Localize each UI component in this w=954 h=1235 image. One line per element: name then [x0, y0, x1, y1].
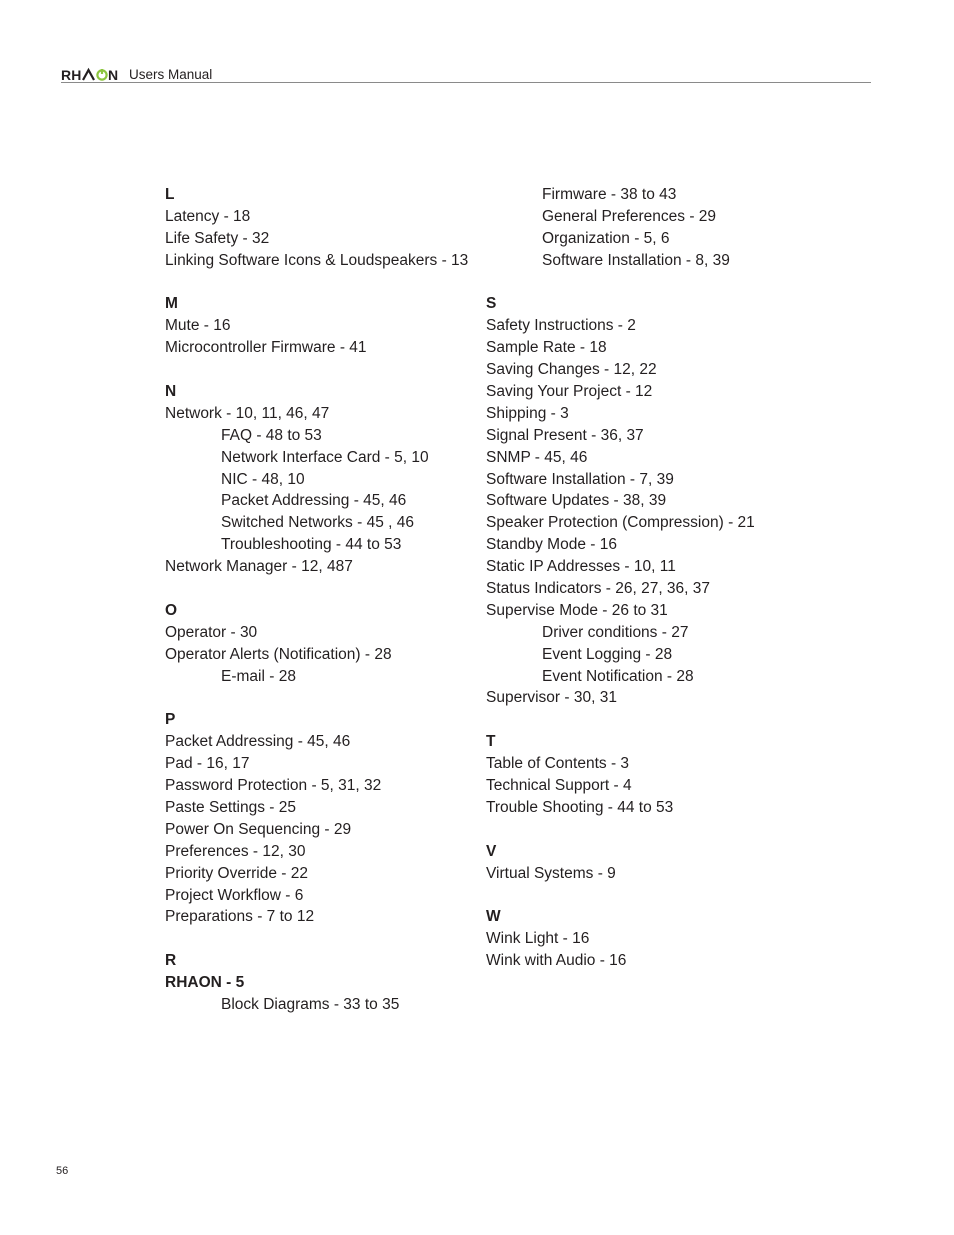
- index-entry: Speaker Protection (Compression) - 21: [486, 514, 755, 532]
- index-entry: Pad - 16, 17: [165, 755, 250, 773]
- index-entry: Mute - 16: [165, 317, 231, 335]
- index-entry: Saving Changes - 12, 22: [486, 361, 657, 379]
- index-subentry: NIC - 48, 10: [221, 470, 305, 488]
- index-subentry: Driver conditions - 27: [542, 623, 689, 641]
- section-letter: R: [165, 952, 177, 970]
- index-entry: Software Updates - 38, 39: [486, 492, 667, 510]
- section-letter: S: [486, 295, 497, 313]
- index-subentry: Packet Addressing - 45, 46: [221, 492, 407, 510]
- section-spacer: [486, 885, 806, 907]
- section-spacer: [165, 359, 485, 381]
- index-entry: Power On Sequencing - 29: [165, 820, 352, 838]
- header-divider: [61, 82, 871, 83]
- page-number: 56: [56, 1165, 69, 1177]
- section-spacer: [165, 272, 485, 294]
- index-subentry: Event Notification - 28: [542, 667, 694, 685]
- index-entry: Static IP Addresses - 10, 11: [486, 558, 676, 576]
- section-letter: M: [165, 295, 178, 313]
- svg-text:N: N: [108, 67, 119, 83]
- index-subentry: Firmware - 38 to 43: [542, 186, 677, 203]
- section-letter: P: [165, 711, 176, 729]
- section-letter: N: [165, 383, 177, 401]
- index-subentry: Troubleshooting - 44 to 53: [221, 536, 402, 554]
- index-entry: Priority Override - 22: [165, 864, 308, 882]
- index-entry: Life Safety - 32: [165, 229, 270, 247]
- index-entry: Project Workflow - 6: [165, 886, 304, 904]
- index-entry: Preparations - 7 to 12: [165, 908, 315, 926]
- svg-text:RH: RH: [61, 67, 82, 83]
- section-letter: O: [165, 601, 178, 619]
- index-entry: Virtual Systems - 9: [486, 864, 616, 882]
- index-subentry: Software Installation - 8, 39: [542, 251, 730, 269]
- index-subentry: E-mail - 28: [221, 667, 296, 685]
- index-subentry: Network Interface Card - 5, 10: [221, 448, 429, 466]
- page-header: [61, 64, 871, 86]
- index-entry: Shipping - 3: [486, 404, 569, 422]
- index-entry: Password Protection - 5, 31, 32: [165, 777, 382, 795]
- section-spacer: [165, 928, 485, 950]
- index-subentry: Block Diagrams - 33 to 35: [221, 995, 400, 1013]
- section-letter: W: [486, 908, 501, 926]
- index-entry: Packet Addressing - 45, 46: [165, 733, 351, 751]
- index-entry: Operator Alerts (Notification) - 28: [165, 645, 392, 663]
- index-subentry: Organization - 5, 6: [542, 229, 670, 247]
- index-entry: Saving Your Project - 12: [486, 383, 653, 401]
- section-spacer: [486, 819, 806, 841]
- index-entry: Supervise Mode - 26 to 31: [486, 601, 668, 619]
- index-entry: Table of Contents - 3: [486, 755, 630, 773]
- index-entry: Microcontroller Firmware - 41: [165, 339, 367, 357]
- index-entry: Technical Support - 4: [486, 777, 632, 795]
- index-entry: Wink with Audio - 16: [486, 952, 627, 970]
- index-entry: Software Installation - 7, 39: [486, 470, 674, 488]
- section-spacer: [486, 709, 806, 731]
- index-entry: Network - 10, 11, 46, 47: [165, 404, 330, 422]
- index-entry: Status Indicators - 26, 27, 36, 37: [486, 580, 711, 598]
- index-entry: Network Manager - 12, 487: [165, 558, 353, 576]
- section-letter: T: [486, 733, 496, 751]
- manual-title: Users Manual: [129, 67, 213, 82]
- index-entry: Safety Instructions - 2: [486, 317, 636, 335]
- index-entry-bold: RHAON - 5: [165, 974, 245, 992]
- index-entry: Wink Light - 16: [486, 930, 590, 948]
- section-spacer: [165, 578, 485, 600]
- index-entry: Paste Settings - 25: [165, 798, 296, 816]
- rhaon-logo: [61, 67, 117, 83]
- section-spacer: [486, 272, 806, 294]
- index-subentry: Event Logging - 28: [542, 645, 673, 663]
- index-entry: Latency - 18: [165, 207, 251, 225]
- index-entry: Operator - 30: [165, 623, 258, 641]
- index-subentry: General Preferences - 29: [542, 207, 717, 225]
- index-subentry: FAQ - 48 to 53: [221, 426, 322, 444]
- index-entry: Preferences - 12, 30: [165, 842, 306, 860]
- section-spacer: [165, 687, 485, 709]
- index-entry: Supervisor - 30, 31: [486, 689, 617, 707]
- index-column-right: [486, 184, 806, 972]
- index-entry: Linking Software Icons & Loudspeakers - 13: [165, 251, 469, 269]
- index-entry: Trouble Shooting - 44 to 53: [486, 798, 674, 816]
- index-entry: Standby Mode - 16: [486, 536, 617, 554]
- index-subentry: Switched Networks - 45 , 46: [221, 514, 414, 532]
- index-column-left: [165, 184, 485, 1016]
- section-letter: L: [165, 186, 175, 203]
- index-entry: Signal Present - 36, 37: [486, 426, 644, 444]
- index-entry: Sample Rate - 18: [486, 339, 607, 357]
- index-entry: SNMP - 45, 46: [486, 448, 588, 466]
- section-letter: V: [486, 842, 497, 860]
